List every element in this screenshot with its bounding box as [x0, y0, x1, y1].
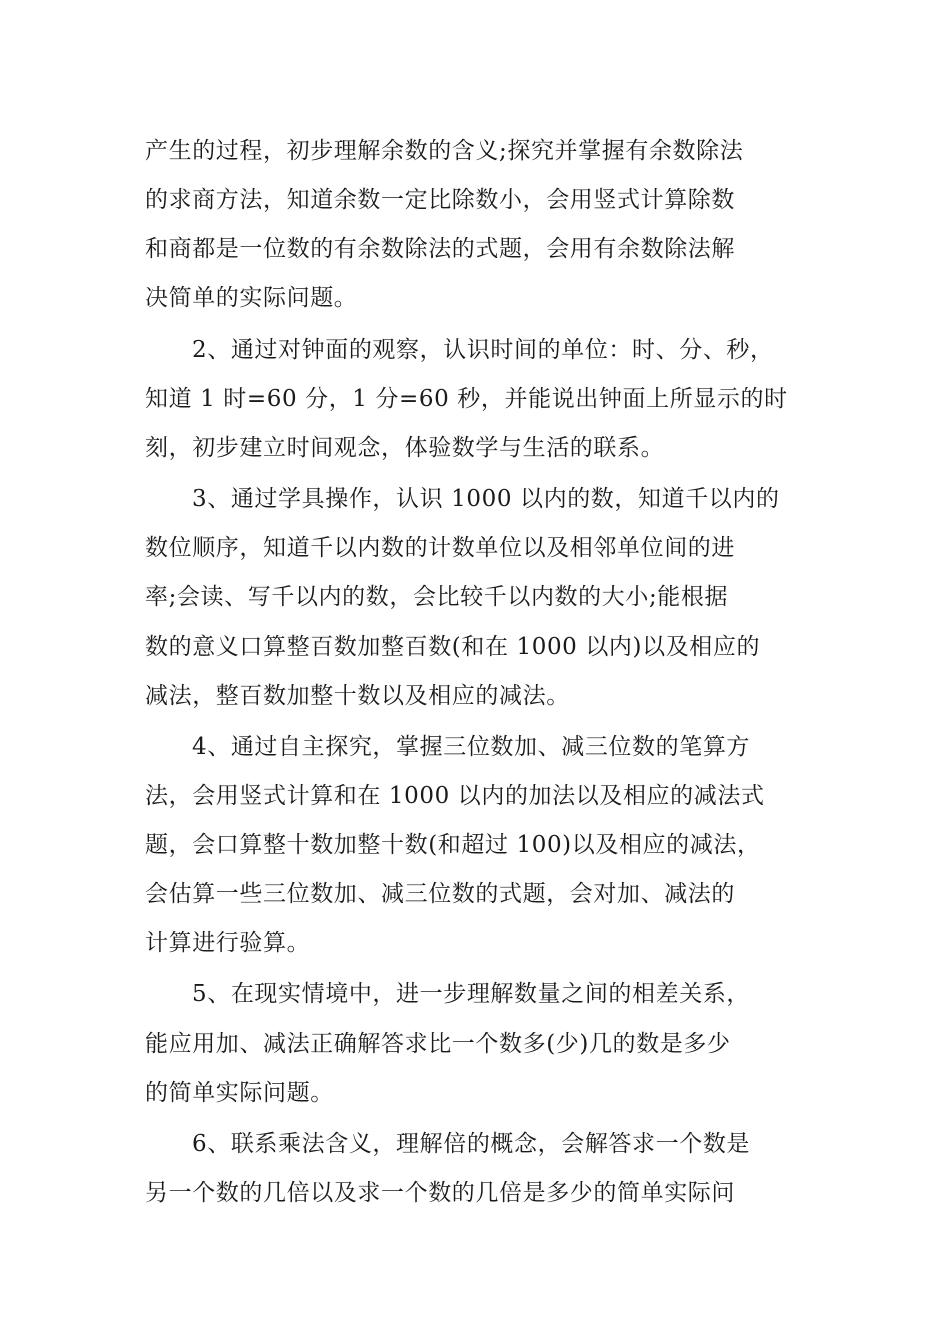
text-line-item-6: 6、联系乘法含义，理解倍的概念，会解答求一个数是 [192, 1131, 751, 1157]
text-line: 题，会口算整十数加整十数(和超过 100)以及相应的减法， [145, 832, 761, 858]
text-line: 计算进行验算。 [145, 930, 311, 956]
text-line: 法，会用竖式计算和在 1000 以内的加法以及相应的减法式 [145, 783, 765, 809]
text-line-item-4: 4、通过自主探究，掌握三位数加、减三位数的笔算方 [192, 734, 751, 760]
text-line: 减法，整百数加整十数以及相应的减法。 [145, 683, 570, 709]
text-line: 产生的过程，初步理解余数的含义;探究并掌握有余数除法 [145, 138, 744, 164]
text-line: 率;会读、写千以内的数，会比较千以内数的大小;能根据 [145, 584, 729, 610]
text-line: 的求商方法，知道余数一定比除数小，会用竖式计算除数 [145, 187, 735, 213]
text-line: 和商都是一位数的有余数除法的式题，会用有余数除法解 [145, 236, 735, 262]
text-line: 知道 1 时=60 分，1 分=60 秒，并能说出钟面上所显示的时 [145, 386, 788, 412]
text-line-item-2: 2、通过对钟面的观察，认识时间的单位：时、分、秒， [192, 337, 774, 363]
text-line: 数的意义口算整百数加整百数(和在 1000 以内)以及相应的 [145, 634, 761, 660]
text-line: 的简单实际问题。 [145, 1080, 334, 1106]
text-line-item-5: 5、在现实情境中，进一步理解数量之间的相差关系， [192, 981, 751, 1007]
text-line: 决简单的实际问题。 [145, 285, 358, 311]
text-line: 会估算一些三位数加、减三位数的式题，会对加、减法的 [145, 881, 735, 907]
text-line: 另一个数的几倍以及求一个数的几倍是多少的简单实际问 [145, 1180, 735, 1206]
text-line-item-3: 3、通过学具操作，认识 1000 以内的数，知道千以内的 [192, 486, 780, 512]
text-line: 能应用加、减法正确解答求比一个数多(少)几的数是多少 [145, 1031, 731, 1057]
text-line: 刻，初步建立时间观念，体验数学与生活的联系。 [145, 435, 665, 461]
text-line: 数位顺序，知道千以内数的计数单位以及相邻单位间的进 [145, 535, 735, 561]
